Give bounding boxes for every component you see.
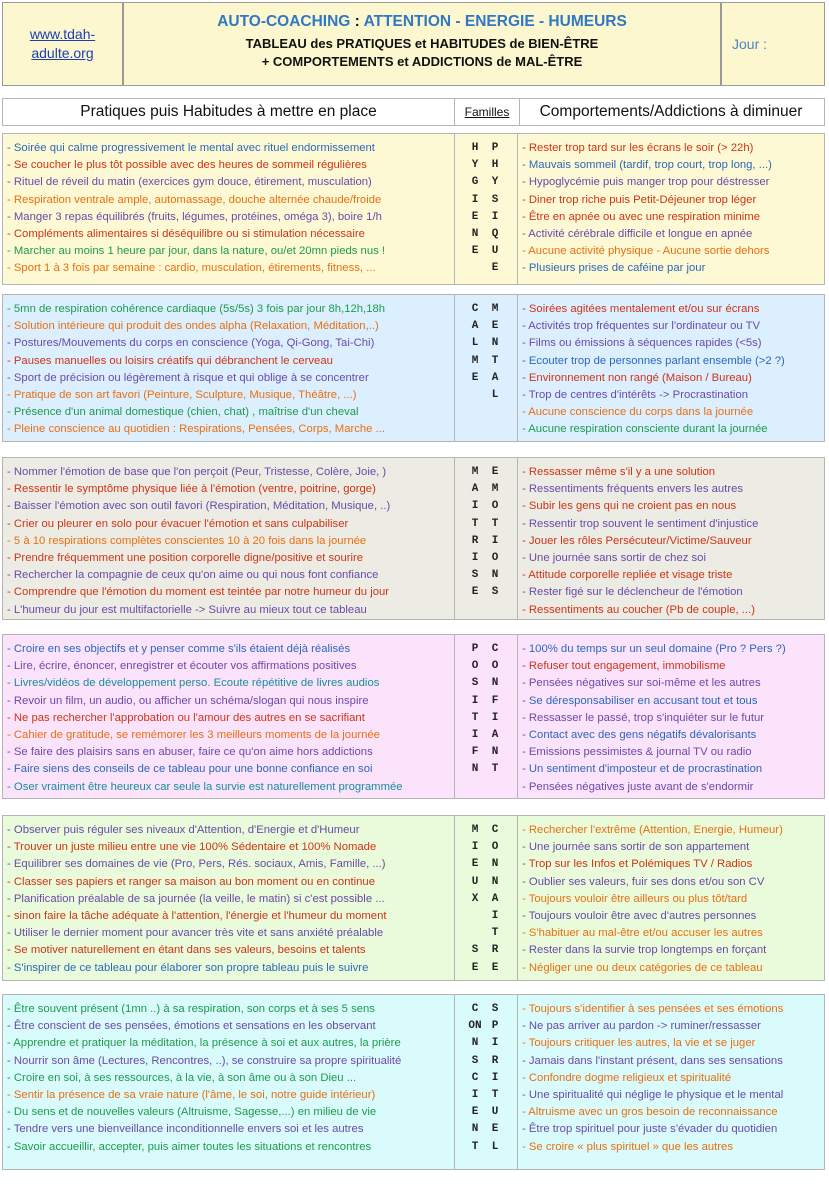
- behavior-item: - Un sentiment d'imposteur et de procrastination: [522, 763, 763, 776]
- family-letter: I: [491, 210, 499, 223]
- behavior-item: - 100% du temps sur un seul domaine (Pro ? Pers ?): [522, 643, 786, 655]
- practice-item: - Trouver un juste milieu entre une vie 100% Sédentaire et 100% Nomade: [7, 841, 377, 854]
- family-letter: I: [471, 500, 479, 513]
- family-letter: T: [491, 763, 499, 776]
- family-letter: E: [471, 245, 479, 258]
- practices-list: [7, 1001, 453, 1156]
- practice-item: - Présence d'un animal domestique (chien, chat) , maîtrise d'un cheval: [7, 406, 359, 419]
- behavior-item: - Environnement non rangé (Maison / Bureau): [522, 371, 752, 384]
- family-letter: P: [491, 1020, 499, 1033]
- practice-item: - Rechercher la compagnie de ceux qu'on aime ou qui nous font confiance: [7, 569, 379, 582]
- family-letter: S: [471, 944, 479, 957]
- title-cell: [123, 2, 721, 86]
- family-letter: A: [471, 483, 479, 496]
- family-letter: I: [471, 551, 479, 564]
- practice-item: - Sentir la présence de sa vraie nature (l'âme, le soi, notre guide intérieur): [7, 1089, 376, 1102]
- site-link[interactable]: [30, 25, 95, 63]
- practices-list: [7, 140, 453, 278]
- behavior-item: - Être trop spirituel pour juste s'évader du quotidien: [522, 1123, 778, 1136]
- practice-item: - Tendre vers une bienveillance inconditionnelle envers soi et les autres: [7, 1123, 364, 1136]
- section-conscient-spirituel: [2, 994, 825, 1170]
- behavior-item: - Jouer les rôles Persécuteur/Victime/Sauveur: [522, 534, 752, 547]
- behavior-item: - Ecouter trop de personnes parlant ensemble (>2 ?): [522, 354, 785, 367]
- behavior-item: - Ressentiments fréquents envers les autres: [522, 483, 744, 496]
- family-letter: E: [491, 961, 499, 974]
- site-line1: www.tdah-: [29, 26, 96, 42]
- practice-item: - sinon faire la tâche adéquate à l'attention, l'énergie et l'humeur du moment: [7, 910, 387, 923]
- behavior-item: - Rester dans la survie trop longtemps en forçant: [522, 944, 767, 957]
- behavior-item: - Activités trop fréquentes sur l'ordinateur ou TV: [522, 320, 761, 333]
- section-positif-confiant: [2, 634, 825, 799]
- family-letter: [468, 925, 482, 942]
- title-sep: :: [350, 13, 364, 30]
- subtitle-1: TABLEAU des PRATIQUES et HABITUDES de BIEN-ÊTRE: [245, 36, 599, 51]
- family-letter: P: [491, 142, 499, 154]
- family-letter: F: [491, 694, 499, 707]
- behavior-item: - Confondre dogme religieux et spiritualité: [522, 1071, 732, 1084]
- practice-item: - Se faire des plaisirs sans en abuser, faire ce qu'on aime hors addictions: [7, 746, 373, 759]
- behaviors-list: [522, 822, 824, 977]
- family-letter: S: [491, 1003, 499, 1015]
- practice-item: - Revoir un film, un audio, ou afficher un schéma/slogan qui nous inspire: [7, 694, 369, 707]
- practice-item: - 5mn de respiration cohérence cardiaque (5s/5s) 3 fois par jour 8h,12h,18h: [7, 303, 386, 315]
- family-letter: O: [491, 551, 499, 564]
- family-letter: A: [491, 892, 499, 905]
- family-letters-left: [468, 1001, 482, 1156]
- behavior-item: - Contact avec des gens négatifs dévalorisants: [522, 729, 757, 742]
- family-letter: A: [491, 728, 499, 741]
- practice-item: - Faire siens des conseils de ce tableau pour une bonne confiance en soi: [7, 763, 373, 776]
- practice-item: - Prendre fréquemment une position corporelle digne/positive et sourire: [7, 552, 364, 565]
- family-letter: E: [471, 1106, 479, 1119]
- family-letter: S: [471, 1054, 479, 1067]
- family-letter: [468, 908, 482, 925]
- family-letter: M: [491, 303, 499, 315]
- behavior-item: - Soirées agitées mentalement et/ou sur écrans: [522, 303, 760, 315]
- practice-item: - Ressentir le symptôme physique liée à l'émotion (ventre, poitrine, gorge): [7, 483, 376, 496]
- family-letter: Y: [471, 159, 479, 172]
- practice-item: - Se motiver naturellement en étant dans ses valeurs, besoins et talents: [7, 944, 366, 957]
- subtitle-2: + COMPORTEMENTS et ADDICTIONS de MAL-ÊTRE: [261, 54, 583, 69]
- family-column: [454, 816, 518, 980]
- behavior-item: - Se déresponsabiliser en accusant tout et tous: [522, 694, 758, 707]
- family-letter: T: [471, 711, 479, 724]
- practice-item: - Croire en ses objectifs et y penser comme s'ils étaient déjà réalisés: [7, 643, 351, 655]
- family-letters-left: [468, 641, 482, 761]
- family-letter: N: [491, 569, 499, 582]
- family-letter: X: [471, 892, 479, 905]
- column-headers: [2, 98, 825, 126]
- behavior-item: - Subir les gens qui ne croient pas en nous: [522, 500, 737, 513]
- family-letter: I: [471, 694, 479, 707]
- practice-item: - Classer ses papiers et ranger sa maison au bon moment ou en continue: [7, 875, 375, 888]
- behavior-item: - Aucune conscience du corps dans la journée: [522, 406, 754, 419]
- family-letter: O: [491, 500, 499, 513]
- family-letter: T: [491, 1088, 499, 1101]
- practice-item: - Rituel de réveil du matin (exercices gym douce, étirement, musculation): [7, 176, 372, 189]
- column-header-left: Pratiques puis Habitudes à mettre en place: [80, 103, 377, 120]
- family-letter: E: [471, 210, 479, 223]
- main-title: [124, 13, 720, 31]
- behavior-item: - Être en apnée ou avec une respiration minime: [522, 210, 760, 223]
- family-letter: M: [491, 483, 499, 496]
- behavior-item: - Aucune respiration consciente durant la journée: [522, 423, 768, 436]
- jour-cell[interactable]: [721, 2, 825, 86]
- family-letters-right: [488, 822, 502, 977]
- family-letters-right: [488, 140, 502, 278]
- family-letter: N: [471, 1037, 479, 1050]
- practice-item: - Pratique de son art favori (Peinture, Sculpture, Musique, Théâtre, ...): [7, 389, 357, 402]
- section-calme-mental: [2, 294, 825, 442]
- family-letter: I: [471, 728, 479, 741]
- practice-item: - Marcher au moins 1 heure par jour, dans la nature, ou/et 20mn pieds nus !: [7, 245, 386, 258]
- behavior-item: - Rester trop tard sur les écrans le soir (> 22h): [522, 142, 754, 154]
- family-letter: N: [491, 337, 499, 350]
- behavior-item: - Ne pas arriver au pardon -> ruminer/ressasser: [522, 1020, 761, 1033]
- behavior-item: - Une journée sans sortir de chez soi: [522, 552, 706, 565]
- family-letters-left: [468, 301, 482, 387]
- practice-item: - Crier ou pleurer en solo pour évacuer l'émotion et sans culpabiliser: [7, 517, 349, 530]
- behavior-item: - Une spiritualité qui néglige le physique et le mental: [522, 1089, 784, 1102]
- family-letter: U: [471, 875, 479, 888]
- practice-item: - 5 à 10 respirations complètes conscientes 10 à 20 fois dans la journée: [7, 534, 367, 547]
- practice-item: - Croire en soi, à ses ressources, à la vie, à son âme ou à son Dieu ...: [7, 1071, 357, 1084]
- family-letter: E: [471, 371, 479, 384]
- family-letter: T: [491, 927, 499, 940]
- family-letters-right: [488, 1001, 502, 1156]
- family-letter: H: [491, 159, 499, 172]
- family-letter: E: [471, 586, 479, 599]
- practice-item: - L'humeur du jour est multifactorielle -> Suivre au mieux tout ce tableau: [7, 603, 367, 616]
- behavior-item: - Négliger une ou deux catégories de ce tableau: [522, 961, 763, 974]
- family-letter: E: [491, 1123, 499, 1136]
- family-letter: R: [471, 534, 479, 547]
- family-letter: L: [491, 1140, 499, 1153]
- family-letter: P: [471, 643, 479, 655]
- family-letter: E: [491, 262, 499, 275]
- practice-item: - Sport de précision ou légèrement à risque et qui oblige à se concentrer: [7, 371, 369, 384]
- family-column: [454, 134, 518, 284]
- family-letter: C: [491, 643, 499, 655]
- family-letter-extra: N: [471, 763, 479, 776]
- family-letter: I: [491, 1071, 499, 1084]
- family-letter: A: [491, 371, 499, 384]
- practice-item: - Sport 1 à 3 fois par semaine : cardio, musculation, étirements, fitness, ...: [7, 262, 376, 275]
- family-letters-left: [468, 822, 482, 977]
- behavior-item: - Refuser tout engagement, immobilisme: [522, 660, 726, 673]
- section-hygiene-physique: [2, 133, 825, 285]
- practice-item: - Être souvent présent (1mn ..) à sa respiration, son corps et à ses 5 sens: [7, 1003, 375, 1015]
- family-letter: S: [491, 193, 499, 206]
- family-letter: C: [491, 824, 499, 836]
- practice-item: - Être conscient de ses pensées, émotions et sensations en les observant: [7, 1020, 376, 1033]
- practice-item: - Baisser l'émotion avec son outil favori (Respiration, Méditation, Musique, ..): [7, 500, 391, 513]
- behaviors-list: [522, 641, 824, 796]
- family-letter: U: [491, 1106, 499, 1119]
- behavior-item: - Mauvais sommeil (tardif, trop court, trop long, ...): [522, 159, 772, 172]
- column-header-right: Comportements/Addictions à diminuer: [539, 103, 803, 120]
- family-letter: U: [491, 245, 499, 258]
- practice-item: - Planification préalable de sa journée (la veille, le matin) si c'est possible ...: [7, 892, 385, 905]
- behavior-item: - Rechercher l'extrême (Attention, Energie, Humeur): [522, 824, 783, 836]
- practice-item: - Manger 3 repas équilibrés (fruits, légumes, protéines, oméga 3), boire 1/h: [7, 210, 382, 223]
- family-letters-left: [468, 464, 482, 602]
- family-letter: A: [471, 320, 479, 333]
- practice-item: - Livres/vidéos de développement perso. Ecoute répétitive de livres audios: [7, 677, 380, 690]
- family-column: [454, 995, 518, 1169]
- family-letter: I: [491, 1037, 499, 1050]
- family-letter: G: [471, 176, 479, 189]
- family-letter: T: [471, 517, 479, 530]
- practice-item: - Solution intérieure qui produit des ondes alpha (Relaxation, Méditation,..): [7, 320, 379, 333]
- family-letter: ON: [468, 1020, 482, 1033]
- family-letter: M: [471, 354, 479, 367]
- behavior-item: - Altruisme avec un gros besoin de reconnaissance: [522, 1106, 778, 1119]
- family-letter: S: [471, 677, 479, 690]
- family-letter: C: [471, 303, 479, 315]
- family-letter: T: [471, 1140, 479, 1153]
- practice-item: - Postures/Mouvements du corps en conscience (Yoga, Qi-Gong, Tai-Chi): [7, 337, 375, 350]
- family-letter: F: [471, 746, 479, 759]
- family-letter: M: [471, 824, 479, 836]
- behavior-item: - Attitude corporelle repliée et visage triste: [522, 569, 733, 582]
- family-letter: E: [471, 961, 479, 974]
- behavior-item: - S'habituer au mal-être et/ou accuser les autres: [522, 927, 763, 940]
- behavior-item: - Pensées négatives sur soi-même et les autres: [522, 677, 761, 690]
- behavior-item: - Hypoglycémie puis manger trop pour déstresser: [522, 176, 770, 189]
- practice-item: - Ne pas rechercher l'approbation ou l'amour des autres en se sacrifiant: [7, 711, 365, 724]
- family-letter: E: [471, 858, 479, 871]
- behavior-item: - Toujours critiquer les autres, la vie et se juger: [522, 1037, 756, 1050]
- family-letter: H: [471, 142, 479, 154]
- behavior-item: - Pensées négatives juste avant de s'endormir: [522, 780, 754, 793]
- practice-item: - Du sens et de nouvelles valeurs (Altruisme, Sagesse,...) en milieu de vie: [7, 1106, 377, 1119]
- family-letter: N: [491, 875, 499, 888]
- behavior-item: - Ressasser le passé, trop s'inquiéter sur le futur: [522, 711, 765, 724]
- behavior-item: - Ressentiments au coucher (Pb de couple, ...): [522, 603, 755, 616]
- family-letter: N: [491, 746, 499, 759]
- practices-list: [7, 464, 453, 619]
- behavior-item: - Diner trop riche puis Petit-Déjeuner trop léger: [522, 193, 757, 206]
- behavior-item: - Activité cérébrale difficile et longue en apnée: [522, 228, 753, 241]
- title-suffix: ATTENTION - ENERGIE - HUMEURS: [363, 13, 627, 30]
- behavior-item: - Ressentir trop souvent le sentiment d'injustice: [522, 517, 759, 530]
- family-column: [454, 458, 518, 619]
- behavior-item: - Aucune activité physique - Aucune sortie dehors: [522, 245, 770, 258]
- family-letter: C: [471, 1003, 479, 1015]
- practice-item: - Nourrir son âme (Lectures, Rencontres, ..), se construire sa propre spiritualité: [7, 1054, 402, 1067]
- behavior-item: - Oublier ses valeurs, fuir ses dons et/ou son CV: [522, 875, 765, 888]
- practices-list: [7, 301, 453, 439]
- practice-item: - S'inspirer de ce tableau pour élaborer son propre tableau puis le suivre: [7, 961, 369, 974]
- jour-label: Jour :: [732, 36, 768, 52]
- family-letter: E: [491, 466, 499, 478]
- family-letter: R: [491, 1054, 499, 1067]
- practice-item: - Observer puis réguler ses niveaux d'Attention, d'Energie et d'Humeur: [7, 824, 360, 836]
- behavior-item: - Ressasser même s'il y a une solution: [522, 466, 716, 478]
- practice-item: - Savoir accueillir, accepter, puis aimer toutes les situations et rencontres: [7, 1140, 372, 1153]
- practice-item: - Soirée qui calme progressivement le mental avec rituel endormissement: [7, 142, 375, 154]
- practice-item: - Respiration ventrale ample, automassage, douche alternée chaude/froide: [7, 193, 382, 206]
- practice-item: - Compléments alimentaires si déséquilibre ou si stimulation nécessaire: [7, 228, 365, 241]
- family-letter: I: [491, 711, 499, 724]
- site-line2: adulte.org: [31, 45, 94, 61]
- behavior-item: - Une journée sans sortir de son appartement: [522, 841, 750, 854]
- practice-item: - Se coucher le plus tôt possible avec des heures de sommeil régulières: [7, 159, 367, 172]
- family-letter: M: [471, 466, 479, 478]
- family-letter: O: [491, 841, 499, 854]
- behavior-item: - Rester figé sur le déclencheur de l'émotion: [522, 586, 743, 599]
- behavior-item: - Trop de centres d'intérêts -> Procrastination: [522, 389, 749, 402]
- family-letter: Y: [491, 176, 499, 189]
- section-mieux-se-connaitre: [2, 815, 825, 981]
- family-letter: E: [491, 320, 499, 333]
- practice-item: - Apprendre et pratiquer la méditation, la présence à soi et aux autres, la prière: [7, 1037, 401, 1050]
- family-letter: Q: [491, 227, 499, 240]
- behavior-item: - Jamais dans l'instant présent, dans ses sensations: [522, 1054, 783, 1067]
- practice-item: - Cahier de gratitude, se remémorer les 3 meilleurs moments de la journée: [7, 729, 380, 742]
- family-letter: S: [471, 569, 479, 582]
- behavior-item: - Emissions pessimistes & journal TV ou radio: [522, 746, 752, 759]
- column-header-middle: Familles: [454, 99, 520, 125]
- family-letter: N: [471, 227, 479, 240]
- practice-item: - Pleine conscience au quotidien : Respirations, Pensées, Corps, Marche ...: [7, 423, 386, 436]
- family-letters-right: [488, 464, 502, 602]
- family-letter: R: [491, 944, 499, 957]
- behavior-item: - Plusieurs prises de caféine par jour: [522, 262, 706, 275]
- family-letter: I: [491, 909, 499, 922]
- family-letter: N: [471, 1123, 479, 1136]
- site-cell: [2, 2, 123, 86]
- family-letter: I: [491, 534, 499, 547]
- family-letter: O: [471, 660, 479, 673]
- family-letter: I: [471, 1088, 479, 1101]
- practice-item: - Utiliser le dernier moment pour avancer très vite et sans anxiété préalable: [7, 927, 384, 940]
- family-letter: S: [491, 586, 499, 599]
- family-letter: I: [471, 841, 479, 854]
- behaviors-list: [522, 464, 824, 619]
- family-letter: O: [491, 660, 499, 673]
- practice-item: - Equilibrer ses domaines de vie (Pro, Pers, Rés. sociaux, Amis, Famille, ...): [7, 858, 386, 871]
- behavior-item: - Toujours vouloir être avec d'autres personnes: [522, 910, 757, 923]
- family-letter: T: [491, 517, 499, 530]
- behavior-item: - Se croire « plus spirituel » que les autres: [522, 1140, 733, 1153]
- behavior-item: - Toujours vouloir être ailleurs ou plus tôt/tard: [522, 892, 748, 905]
- family-letters-right: [488, 301, 502, 404]
- header: [2, 2, 825, 86]
- behavior-item: - Films ou émissions à séquences rapides (<5s): [522, 337, 762, 350]
- behavior-item: - Trop sur les Infos et Polémiques TV / Radios: [522, 858, 753, 871]
- practices-list: [7, 641, 453, 796]
- practice-item: - Nommer l'émotion de base que l'on perçoit (Peur, Tristesse, Colère, Joie, ): [7, 466, 387, 478]
- family-column: [454, 635, 518, 798]
- title-prefix: AUTO-COACHING: [217, 13, 351, 30]
- behaviors-list: [522, 1001, 824, 1156]
- family-letter: N: [491, 858, 499, 871]
- family-letter: I: [471, 193, 479, 206]
- family-letters-left: [468, 140, 482, 260]
- practice-item: - Comprendre que l'émotion du moment est teintée par notre humeur du jour: [7, 586, 390, 599]
- practices-list: [7, 822, 453, 977]
- family-letter: C: [471, 1071, 479, 1084]
- behaviors-list: [522, 140, 824, 278]
- family-letter: L: [471, 337, 479, 350]
- practice-item: - Lire, écrire, énoncer, enregistrer et écouter vos affirmations positives: [7, 660, 357, 673]
- family-letter: T: [491, 354, 499, 367]
- practice-item: - Oser vraiment être heureux car seule la survie est naturellement programmée: [7, 780, 403, 793]
- practice-item: - Pauses manuelles ou loisirs créatifs qui débranchent le cerveau: [7, 354, 333, 367]
- section-maitrise-emotions: [2, 457, 825, 620]
- family-column: [454, 295, 518, 441]
- family-letter: L: [491, 388, 499, 401]
- behavior-item: - Toujours s'identifier à ses pensées et ses émotions: [522, 1003, 784, 1015]
- family-letters-right: [488, 641, 502, 779]
- family-letter: N: [491, 677, 499, 690]
- behaviors-list: [522, 301, 824, 439]
